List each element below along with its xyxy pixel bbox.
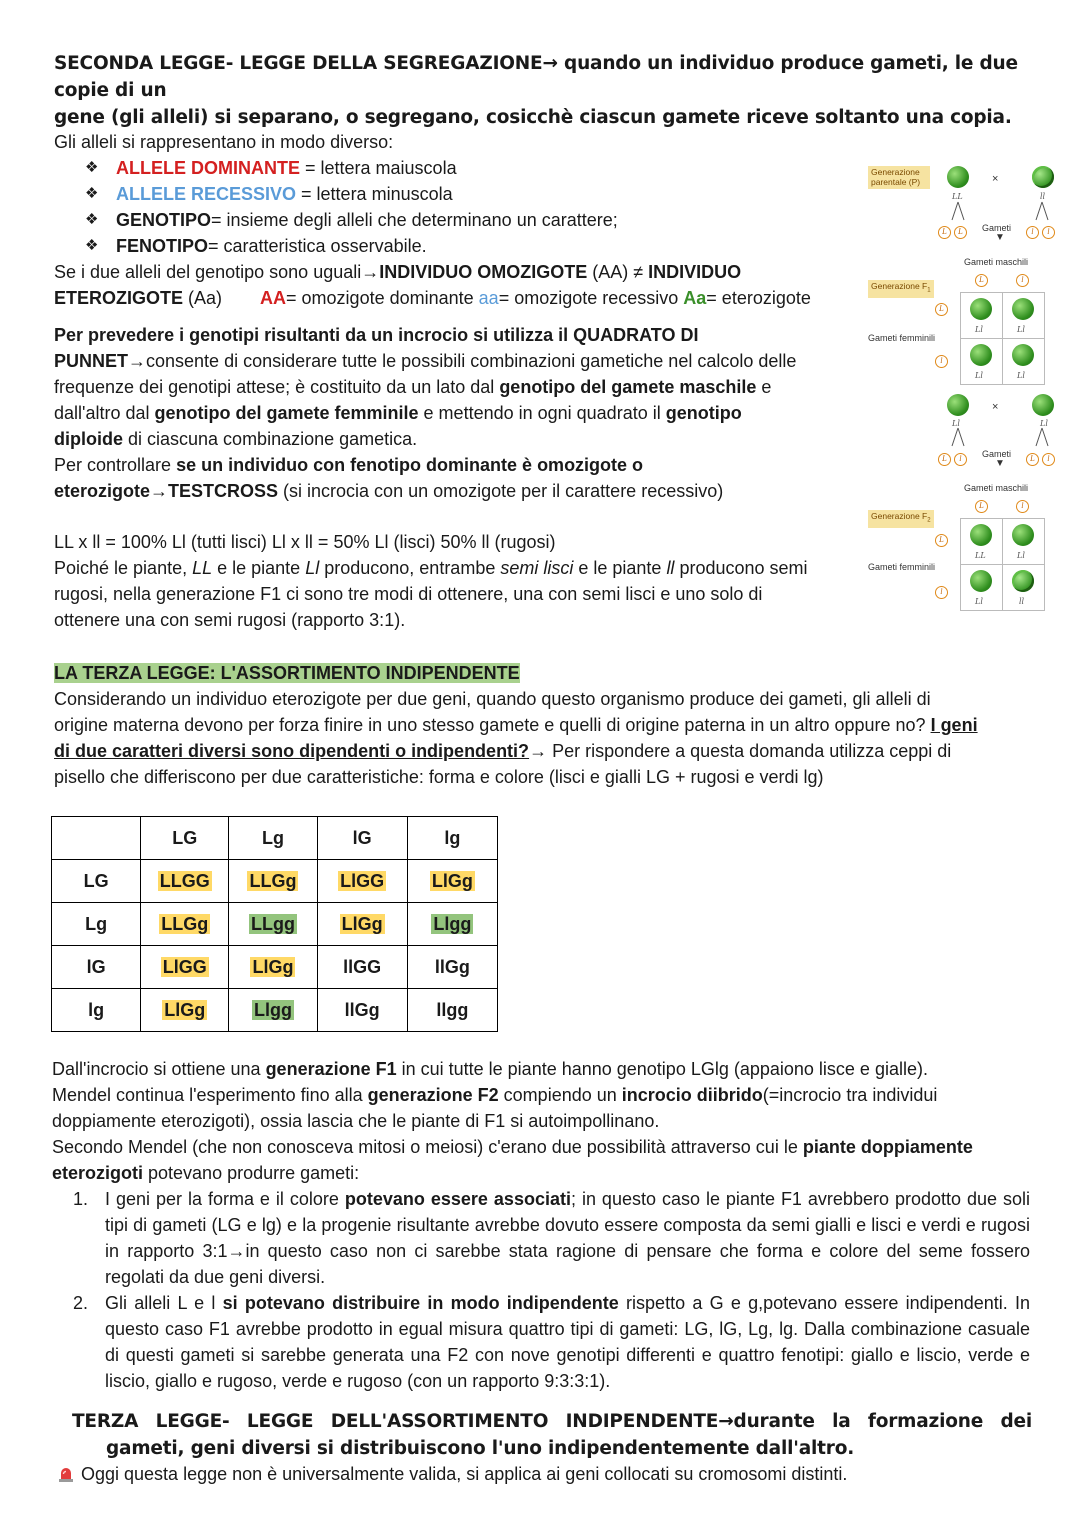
diamond-bullet-icon: ❖ [85,237,99,254]
genotype-cell: LLGg [161,913,209,934]
row-header: lg [52,989,141,1032]
second-law-title: SECONDA LEGGE- LEGGE DELLA SEGREGAZIONE→ quando un individuo produce gameti, le due copie di un gene (gli alleli) si separano, o segregano, cosicchè ciascun gamete riceve soltanto una copia. [54,53,1018,128]
genotype-cell: Llgg [253,999,292,1020]
row-header: LG [52,860,141,903]
genotype-cell: LLGg [249,870,297,891]
down-arrow-icon: ▼ [995,232,1005,243]
parental-generation-label: Generazione parentale (P) [868,166,930,189]
third-law-heading: LA TERZA LEGGE: L'ASSORTIMENTO INDIPENDENTE [54,663,520,683]
column-header: Lg [229,817,317,860]
cross-symbol: × [992,173,999,185]
table-row [52,903,498,946]
f1-generation-label: Generazione $F_1$ [868,280,934,298]
genotype-cell: LLGG [159,870,210,891]
wrinkled-pea-icon [1032,166,1054,188]
f1-f2-section: Dall'incrocio si ottiene una generazione F1 in cui tutte le piante hanno genotipo LGlg (appaiono lisce e gialle). Mendel continua l'esperimento fino alla generazione F2 compiendo un incrocio diibrido(=incrocio tra individui doppiamente eterozigoti), ossia lascia che le piante di F1 si autoimpollinano. Secondo Mendel (che non conosceva mitosi o meiosi) c'erano due possibilità attraverso cui le piante doppiamente eterozigoti potevano produrre gameti: [52,1059,973,1183]
punnett-cell: Ll [1002,518,1045,565]
genotype-cell: LlGG [162,956,207,977]
punnett-cell: ll [1002,564,1045,611]
column-header: lg [407,817,497,860]
punnett-cell: Ll [1002,338,1045,385]
list-item: 1. I geni per la forma e il colore potevano essere associati; in questo caso le piante F1 avrebbero prodotto due soli tipi di gameti (LG e lg) e la progenie risultante avrebbe dovuto essere composta da semi gialli e lisci e verdi e rugosi in rapporto 3:1→in questo caso non ci sarebbe stata ragione di pensare che forma e colore del seme fossero regolati da due geni diversi. [73,1189,1030,1287]
genotype-cell: llGG [343,956,382,977]
list-item: ❖ ALLELE RECESSIVO = lettera minuscola [54,181,864,207]
diamond-bullet-icon: ❖ [85,159,99,176]
male-gametes-label: Gameti maschili [964,257,1029,267]
genotype-cell: Llgg [433,913,472,934]
genotype-cell: LlGg [252,956,294,977]
list-item: 2. Gli alleli L e l si potevano distribuire in modo indipendente rispetto a G e g,potevano essere indipendenti. In questo caso F1 avrebbe prodotto in egual misura quattro tipi di gameti: LG, lG, Lg, lg. Dalla combinazione casuale di questi gameti si sarebbe generata una F2 con nove genotipi differenti e quattro fenotipi: giallo e liscio, verde e liscio, giallo e rugoso, verde e rugoso (con un rapporto 9:3:3:1). [73,1293,1030,1391]
column-header: LG [141,817,229,860]
punnett-cell: Ll [1002,292,1045,339]
punnett-cell: Ll [960,338,1003,385]
genotype-cell: LLgg [250,913,295,934]
gametes-label: Gameti [982,223,1012,233]
smooth-pea-icon [1032,394,1054,416]
smooth-pea-icon [947,166,969,188]
third-law-definition: TERZA LEGGE- LEGGE DELL'ASSORTIMENTO INDIPENDENTE→durante la formazione dei gameti, geni diversi si distribuiscono l'uno indipendentemente dall'altro. [72,1411,1032,1459]
row-header: lG [52,946,141,989]
table-header-row [52,817,498,860]
example-section: LL x ll = 100% Ll (tutti lisci) Ll x ll = 50% Ll (lisci) 50% ll (rugosi) Poiché le piante, LL e le piante Ll producono, entrambe semi lisci e le piante ll producono semi rugosi, nella generazione F1 ci sono tre modi di ottenere, una con semi lisci e uno solo di ottenere una con semi rugosi (rapporto 3:1). [54,532,808,630]
female-gametes-label: Gameti femminili [868,333,936,343]
alleles-list [54,155,864,259]
down-arrow-icon: ▼ [995,458,1005,469]
genotype-cell: LlGg [431,870,473,891]
punnett-cell: Ll [960,292,1003,339]
third-law-section: LA TERZA LEGGE: L'ASSORTIMENTO INDIPENDENTE Considerando un individuo eterozigote per due geni, quando questo organismo produce dei gameti, gli alleli di origine materna devono per forza finire in uno stesso gamete e quelli di origine paterna in un altro oppure no? I geni di due caratteri diversi sono dipendenti o indipendenti?→ Per rispondere a questa domanda utilizza ceppi di pisello che differiscono per due caratteristiche: forma e colore (lisci e gialli LG + rugosi e verdi lg) [54,663,978,787]
list-item: ❖ ALLELE DOMINANTE = lettera maiuscola [54,155,864,181]
row-header: Lg [52,903,141,946]
second-law-heading: SECONDA LEGGE- LEGGE DELLA SEGREGAZIONE→ [54,53,558,74]
diamond-bullet-icon: ❖ [85,211,99,228]
mendel-cross-diagram: Generazione parentale (P) × LL ll L L Gameti ▼ l l Gameti maschili L l Generazione $F_1$ L Gameti femminili l Ll Ll Ll Ll × Ll Ll L l Gameti ▼ L l Gameti maschili L l Generazione $F_2$ L Gameti femminili l LL Ll Ll ll [866,160,1066,620]
genotype-cell: LlGg [164,999,206,1020]
smooth-pea-icon [947,394,969,416]
genotype-cell: LlGG [340,870,385,891]
note-line: Oggi questa legge non è universalmente valida, si applica ai geni collocati su cromosomi distinti. [57,1461,1047,1487]
punnett-cell: LL [960,518,1003,565]
punnet-section: Per prevedere i genotipi risultanti da un incrocio si utilizza il QUADRATO DI PUNNET→consente di considerare tutte le possibili combinazioni gametiche nel calcolo delle frequenze dei genotipi attese; è costituito da un lato dal genotipo del gamete maschile e dall'altro dal genotipo del gamete femminile e mettendo in ogni quadrato il genotipo diploide di ciascuna combinazione gametica. Per controllare se un individuo con fenotipo dominante è omozigote o eterozigote→TESTCROSS (si incrocia con un omozigote per il carattere recessivo) [54,325,797,501]
f2-generation-label: Generazione $F_2$ [868,510,934,528]
alleles-intro: Gli alleli si rappresentano in modo diverso: [54,132,394,152]
table-row [52,989,498,1032]
diamond-bullet-icon: ❖ [85,185,99,202]
genotype-cell: llgg [436,999,469,1020]
genotype-cell: llGg [434,956,470,977]
column-header: lG [317,817,407,860]
homozygote-line: Se i due alleli del genotipo sono uguali→INDIVIDUO OMOZIGOTE (AA) ≠ INDIVIDUO [54,262,742,282]
list-item: ❖ FENOTIPO= caratteristica osservabile. [54,233,864,259]
punnett-cell: Ll [960,564,1003,611]
genotype-cell: llGg [344,999,380,1020]
siren-icon [57,1464,75,1482]
table-row [52,946,498,989]
table-row [52,860,498,903]
dihybrid-punnett-table [51,816,498,1032]
genotype-cell: LlGg [341,913,383,934]
possibilities-list [52,1186,1030,1394]
heterozygote-line: ETEROZIGOTE (Aa) AA= omozigote dominante aa= omozigote recessivo Aa= eterozigote [54,288,811,308]
alleles-section [54,129,864,311]
list-item: ❖ GENOTIPO= insieme degli alleli che determinano un carattere; [54,207,864,233]
